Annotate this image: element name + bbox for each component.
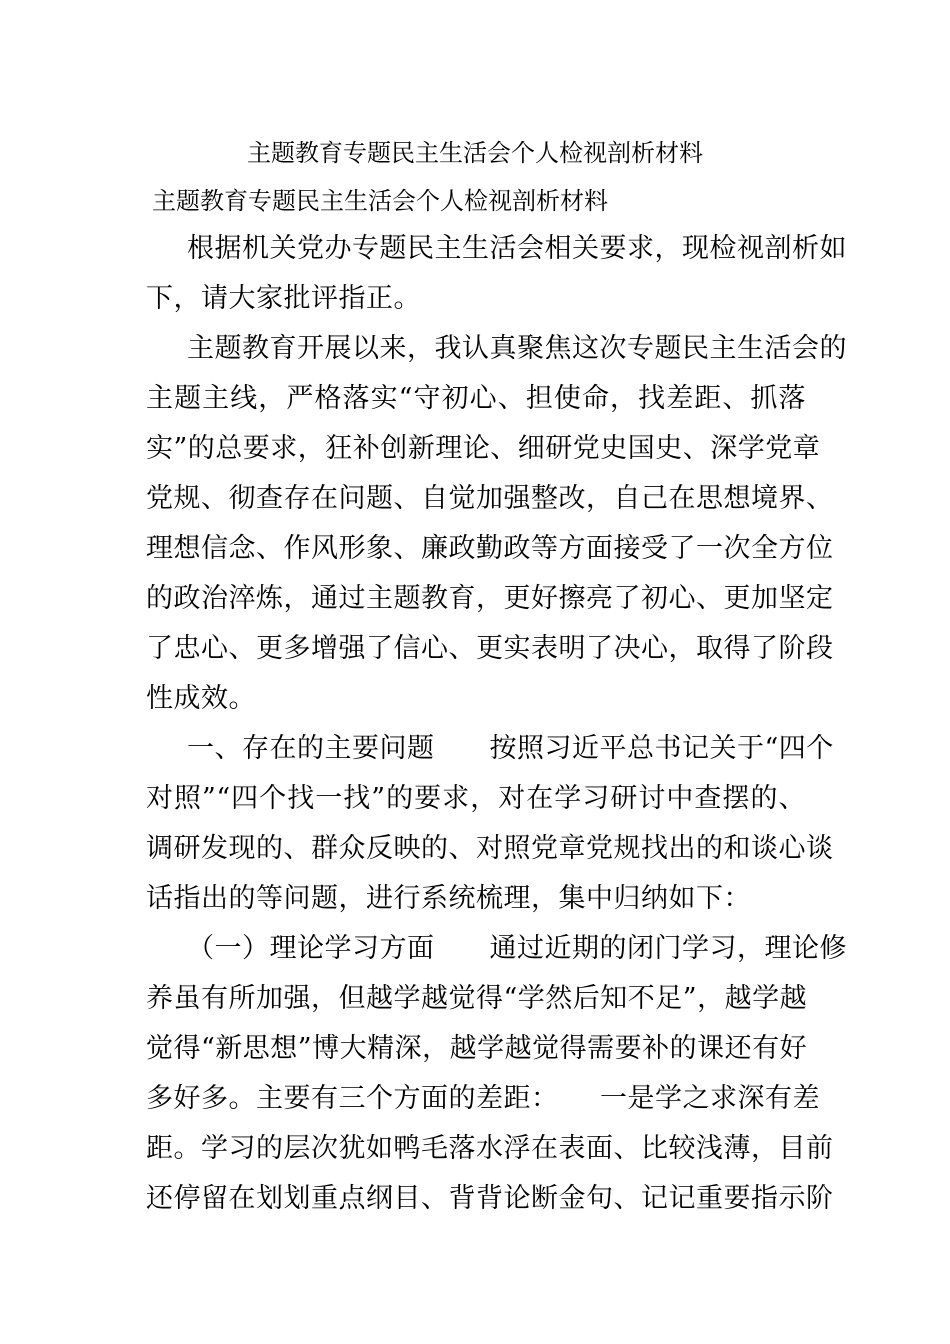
- paragraph-line: 党规、彻查存在问题、自觉加强整改，自己在思想境界、: [146, 483, 834, 514]
- paragraph-line: 对照”“四个找一找”的要求，对在学习研讨中查摆的、: [146, 783, 806, 814]
- paragraph-line: 觉得“新思想”博大精深，越学越觉得需要补的课还有好: [146, 1033, 808, 1064]
- paragraph-line: 下，请大家批评指正。: [146, 283, 421, 314]
- paragraph-line: 话指出的等问题，进行系统梳理，集中归纳如下：: [146, 883, 751, 914]
- paragraph-line: 调研发现的、群众反映的、对照党章党规找出的和谈心谈: [146, 833, 834, 864]
- paragraph-line: 性成效。: [146, 683, 256, 714]
- paragraph-line: 理想信念、作风形象、廉政勤政等方面接受了一次全方位: [146, 533, 834, 564]
- paragraph-line: 实”的总要求，狂补创新理论、细研党史国史、深学党章: [146, 433, 821, 464]
- paragraph-line: 主题主线，严格落实“守初心、担使命，找差距、抓落: [146, 383, 806, 414]
- paragraph-line: 了忠心、更多增强了信心、更实表明了决心，取得了阶段: [146, 633, 834, 664]
- paragraph-line: 的政治淬炼，通过主题教育，更好擦亮了初心、更加坚定: [146, 583, 834, 614]
- paragraph-line: （一）理论学习方面 通过近期的闭门学习，理论修: [187, 933, 847, 964]
- paragraph-line: 主题教育开展以来，我认真聚焦这次专题民主生活会的: [187, 333, 847, 364]
- paragraph-line: 一、存在的主要问题 按照习近平总书记关于“四个: [187, 733, 834, 764]
- paragraph-line: 多好多。主要有三个方面的差距： 一是学之求深有差: [146, 1083, 820, 1114]
- document-title: 主题教育专题民主生活会个人检视剖析材料: [247, 139, 703, 167]
- paragraph-line: 距。学习的层次犹如鸭毛落水浮在表面、比较浅薄，目前: [146, 1133, 834, 1164]
- paragraph-line: 还停留在划划重点纲目、背背论断金句、记记重要指示阶: [146, 1183, 834, 1214]
- document-subtitle: 主题教育专题民主生活会个人检视剖析材料: [152, 187, 608, 215]
- paragraph-line: 养虽有所加强，但越学越觉得“学然后知不足”，越学越: [146, 983, 808, 1014]
- paragraph-line: 根据机关党办专题民主生活会相关要求，现检视剖析如: [187, 233, 847, 264]
